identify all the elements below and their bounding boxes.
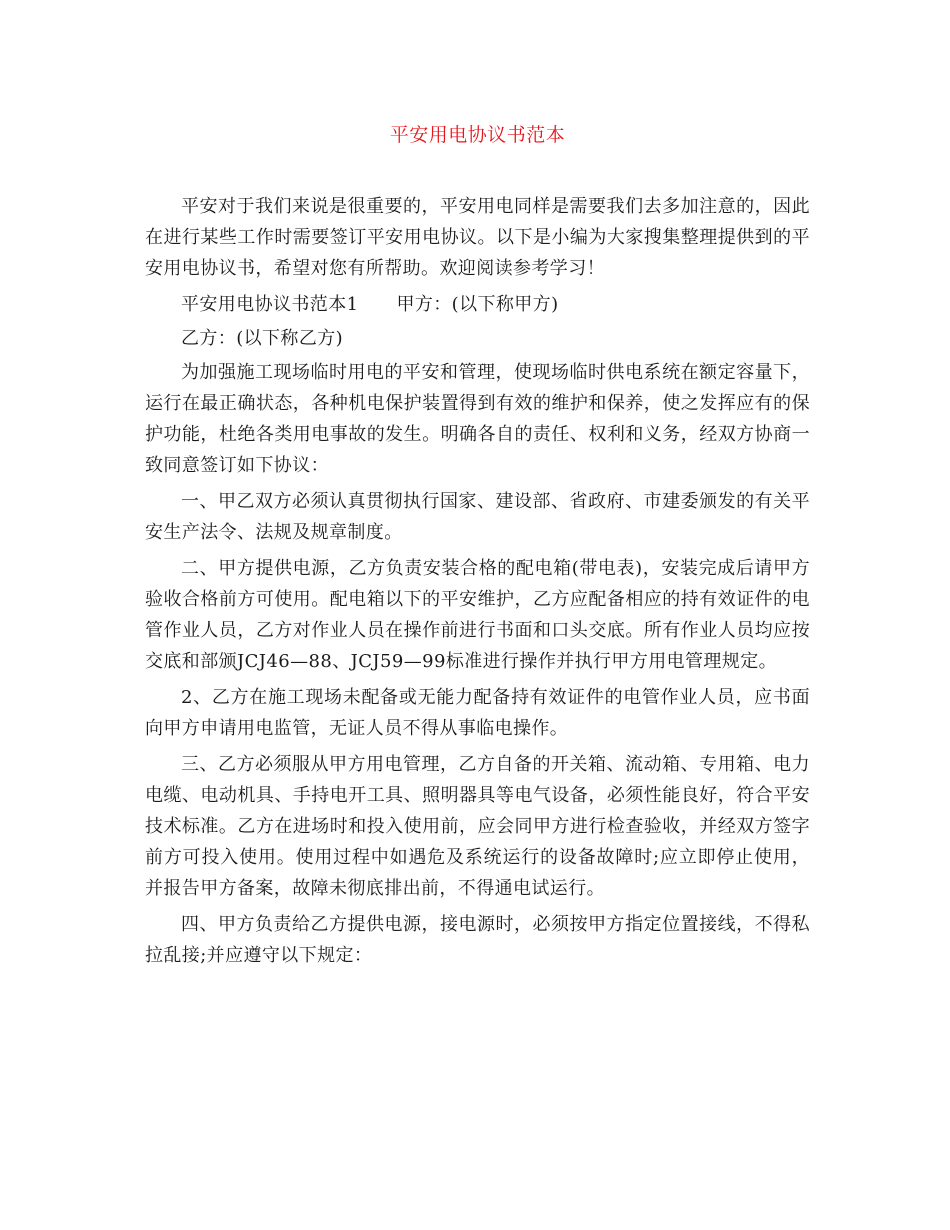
clause-1-paragraph: 一、甲乙双方必须认真贯彻执行国家、建设部、省政府、市建委颁发的有关平安生产法令、法规及规章制度。 [145, 491, 810, 543]
clause-2-sub-paragraph: 2、乙方在施工现场未配备或无能力配备持有效证件的电管作业人员，应书面向甲方申请用电监管，无证人员不得从事临电操作。 [145, 687, 810, 739]
sample-heading: 平安用电协议书范本1 [181, 294, 359, 315]
purpose-paragraph: 为加强施工现场临时用电的平安和管理，使现场临时供电系统在额定容量下，运行在最正确状态，各种机电保护装置得到有效的维护和保养，使之发挥应有的保护功能，杜绝各类用电事故的发生。明确各自的责任、权利和义务，经双方协商一致同意签订如下协议： [145, 362, 810, 476]
document-body [145, 191, 810, 976]
clause-3-paragraph: 三、乙方必须服从甲方用电管理，乙方自备的开关箱、流动箱、专用箱、电力电缆、电动机具、手持电开工具、照明器具等电气设备，必须性能良好，符合平安技术标准。乙方在进场时和投入使用前，应会同甲方进行检查验收，并经双方签字前方可投入使用。使用过程中如遇危及系统运行的设备故障时;应立即停止使用，并报告甲方备案，故障未彻底排出前，不得通电试运行。 [145, 754, 810, 899]
party-b-label: 乙方：(以下称乙方) [181, 328, 344, 349]
party-a-label: 甲方：(以下称甲方) [396, 294, 559, 315]
intro-paragraph: 平安对于我们来说是很重要的，平安用电同样是需要我们去多加注意的，因此在进行某些工作时需要签订平安用电协议。以下是小编为大家搜集整理提供到的平安用电协议书，希望对您有所帮助。欢迎阅读参考学习！ [145, 196, 810, 279]
document-page [145, 0, 810, 1230]
document-title: 平安用电协议书范本 [389, 124, 566, 146]
clause-4-paragraph: 四、甲方负责给乙方提供电源，接电源时，必须按甲方指定位置接线，不得私拉乱接;并应遵守以下规定： [145, 914, 810, 966]
sample-heading-line [145, 289, 810, 320]
clause-2-paragraph: 二、甲方提供电源，乙方负责安装合格的配电箱(带电表)，安装完成后请甲方验收合格前方可使用。配电箱以下的平安维护，乙方应配备相应的持有效证件的电管作业人员，乙方对作业人员在操作前进行书面和口头交底。所有作业人员均应按交底和部颁JCJ46—88、JCJ59—99标准进行操作并执行甲方用电管理规定。 [145, 558, 810, 672]
